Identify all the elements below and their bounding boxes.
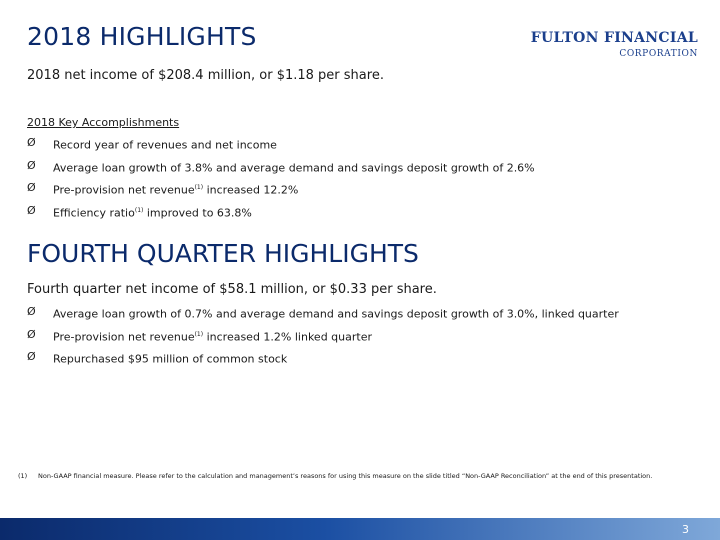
arrow-bullet-icon: Ø — [27, 305, 36, 318]
page-title: 2018 HIGHLIGHTS — [27, 22, 257, 51]
arrow-bullet-icon: Ø — [27, 181, 36, 195]
list-item: Ø Record year of revenues and net income — [27, 133, 535, 156]
arrow-bullet-icon: Ø — [27, 158, 36, 172]
footnote-text: Non-GAAP financial measure. Please refer to the calculation and management’s reasons for using this measure on the slide titled “Non-GAAP Reconciliation” at the end of this presentation. — [38, 472, 653, 480]
arrow-bullet-icon: Ø — [27, 350, 36, 364]
arrow-bullet-icon: Ø — [27, 203, 36, 217]
list-item: Ø Repurchased $95 million of common stock — [27, 347, 619, 370]
footer-bar — [0, 518, 720, 540]
footnote — [18, 471, 688, 481]
list-item: Ø Pre-provision net revenue$^{(1)}$ increased 1.2% linked quarter — [27, 325, 619, 348]
list-item: Ø Average loan growth of 3.8% and average demand and savings deposit growth of 2.6% — [27, 156, 535, 179]
footnote-ref: (1) — [194, 184, 204, 192]
footnote-ref: (1) — [134, 206, 144, 214]
arrow-bullet-icon: Ø — [27, 327, 36, 341]
company-logo — [531, 30, 698, 60]
quarter-title: FOURTH QUARTER HIGHLIGHTS — [27, 239, 419, 268]
footnote-ref: (1) — [194, 330, 204, 338]
page-number: 3 — [682, 523, 689, 536]
list-item: Ø Average loan growth of 0.7% and average demand and savings deposit growth of 3.0%, linked quarter — [27, 302, 619, 325]
accomplishments-heading: 2018 Key Accomplishments — [27, 116, 180, 129]
logo-subtitle: CORPORATION — [619, 49, 698, 59]
list-item: Ø Pre-provision net revenue$^{(1)}$ increased 12.2% — [27, 178, 535, 201]
quarter-highlights-list — [27, 302, 619, 370]
footnote-marker: (1) — [18, 472, 28, 480]
quarter-net-income: Fourth quarter net income of $58.1 million, or $0.33 per share. — [27, 282, 437, 297]
list-item: Ø Efficiency ratio$^{(1)}$ improved to 63.8% — [27, 201, 535, 224]
logo-name: FULTON FINANCIAL — [530, 30, 698, 46]
accomplishments-list — [27, 133, 535, 224]
annual-net-income: 2018 net income of $208.4 million, or $1.18 per share. — [27, 68, 384, 83]
arrow-bullet-icon: Ø — [27, 136, 36, 149]
